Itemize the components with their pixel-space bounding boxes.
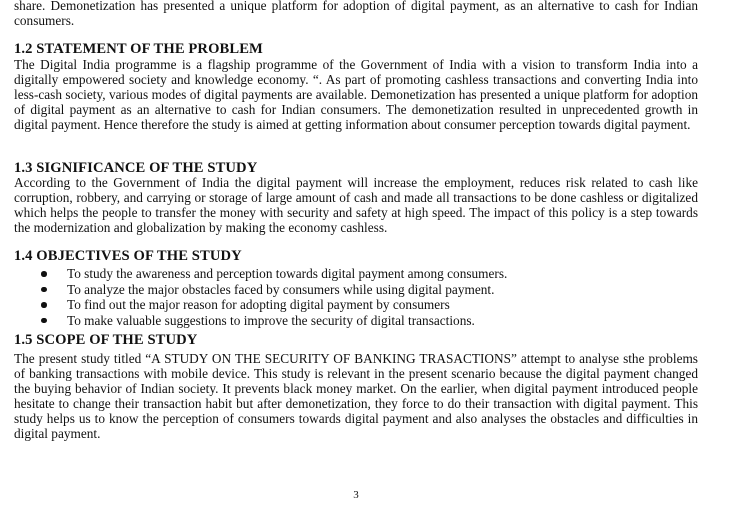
section-1-2-heading: 1.2 STATEMENT OF THE PROBLEM xyxy=(14,41,263,57)
objective-text: To study the awareness and perception towards digital payment among consumers. xyxy=(67,266,508,281)
section-1-4-heading: 1.4 OBJECTIVES OF THE STUDY xyxy=(14,248,242,264)
section-1-5-heading: 1.5 SCOPE OF THE STUDY xyxy=(14,332,198,348)
section-1-2-body: The Digital India programme is a flagship programme of the Government of India with a vision to transform India into a digitally empowered society and knowledge economy. “. As part of promoting cashless transactions and converting India into less-cash society, various modes of digital payments are available. Demonetization has presented a unique platform for adoption of digital payment as an alternative to cash for Indian consumers. The demonetization resulted in unprecedented growth in digital payment. Hence therefore the study is aimed at getting information about consumer perception towards digital payment. xyxy=(14,57,698,132)
bullet-icon xyxy=(41,302,47,308)
objective-text: To make valuable suggestions to improve the security of digital transactions. xyxy=(67,312,475,328)
section-1-3-heading: 1.3 SIGNIFICANCE OF THE STUDY xyxy=(14,160,258,176)
intro-paragraph: share. Demonetization has presented a unique platform for adoption of digital payment, as an alternative to cash for Indian consumers. xyxy=(14,0,698,28)
objective-text: To find out the major reason for adopting digital payment by consumers xyxy=(67,297,450,312)
bullet-icon xyxy=(41,318,47,324)
page-number: 3 xyxy=(353,489,359,501)
section-1-3-body: According to the Government of India the digital payment will increase the employment, reduces risk related to cash like corruption, robbery, and carrying or storage of large amount of cash and made all transactions to be done cashless or digitalized which helps the people to transfer the money with security and safety at high speed. The impact of this policy is a step towards the modernization and globalization by making the economy cashless. xyxy=(14,175,698,235)
bullet-icon xyxy=(41,287,47,293)
section-1-5-body: The present study titled “A STUDY ON THE SECURITY OF BANKING TRASACTIONS” attempt to analyse sthe problems of banking transactions with mobile device. This study is relevant in the present scenario because the digital payment changed the buying behavior of Indian society. It prevents black money market. On the earlier, when digital payment introduced people hesitate to change their transaction habit but after demonetization, they force to do their transaction with digital payment. This study helps us to know the perception of consumers towards digital payment and also analyses the obstacles and difficulties in digital payment. xyxy=(14,351,698,441)
objective-text: To analyze the major obstacles faced by consumers while using digital payment. xyxy=(67,281,495,297)
bullet-icon xyxy=(41,271,47,277)
